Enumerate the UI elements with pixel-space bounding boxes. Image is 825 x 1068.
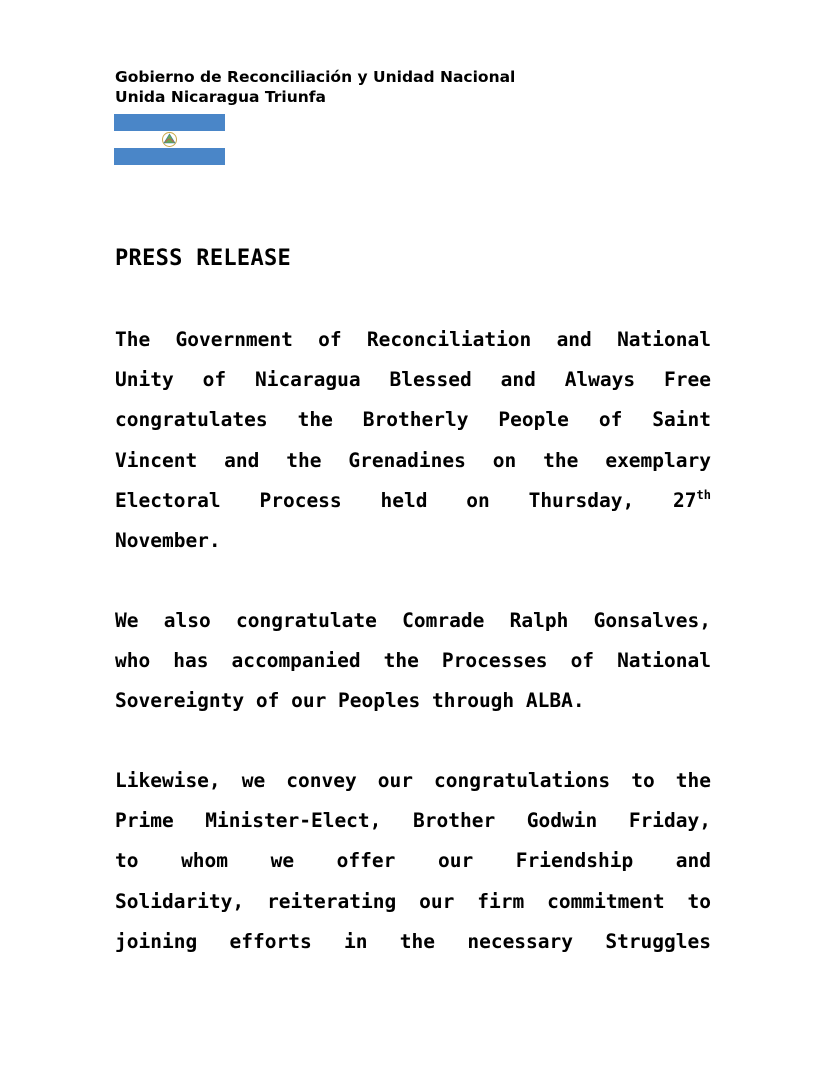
paragraph-line: The Government of Reconciliation and National [115, 328, 711, 351]
paragraph-line: Unity of Nicaragua Blessed and Always Free [115, 368, 711, 392]
government-slogan: Unida Nicaragua Triunfa [115, 88, 327, 106]
paragraph-line: Solidarity, reiterating our firm commitment to [115, 889, 711, 913]
paragraph-congratulations [115, 320, 711, 561]
paragraph-line: Vincent and the Grenadines on the exemplary [115, 448, 711, 472]
paragraph-line-with-date [115, 481, 711, 521]
paragraph-gonsalves [115, 601, 711, 722]
nicaragua-flag-icon [114, 114, 225, 165]
page-title: PRESS RELEASE [115, 246, 292, 271]
paragraph-line: who has accompanied the Processes of National [115, 649, 711, 673]
paragraph-line: We also congratulate Comrade Ralph Gonsalves, [115, 609, 711, 632]
paragraph-line: Likewise, we convey our congratulations to the [115, 769, 711, 792]
paragraph-line: joining efforts in the necessary Struggles [115, 929, 711, 953]
header-block [115, 67, 515, 107]
paragraph-line-text: Electoral Process held on Thursday, 27 [115, 488, 697, 512]
paragraph-line: to whom we offer our Friendship and [115, 849, 711, 873]
ordinal-suffix: th [696, 487, 711, 502]
paragraph-line: Sovereignty of our Peoples through ALBA. [115, 689, 585, 713]
paragraph-line: congratulates the Brotherly People of Saint [115, 408, 711, 432]
paragraph-line: Prime Minister-Elect, Brother Godwin Friday, [115, 809, 711, 833]
government-name: Gobierno de Reconciliación y Unidad Nacional [115, 68, 516, 86]
paragraph-friday [115, 761, 711, 962]
paragraph-line: November. [115, 529, 221, 553]
